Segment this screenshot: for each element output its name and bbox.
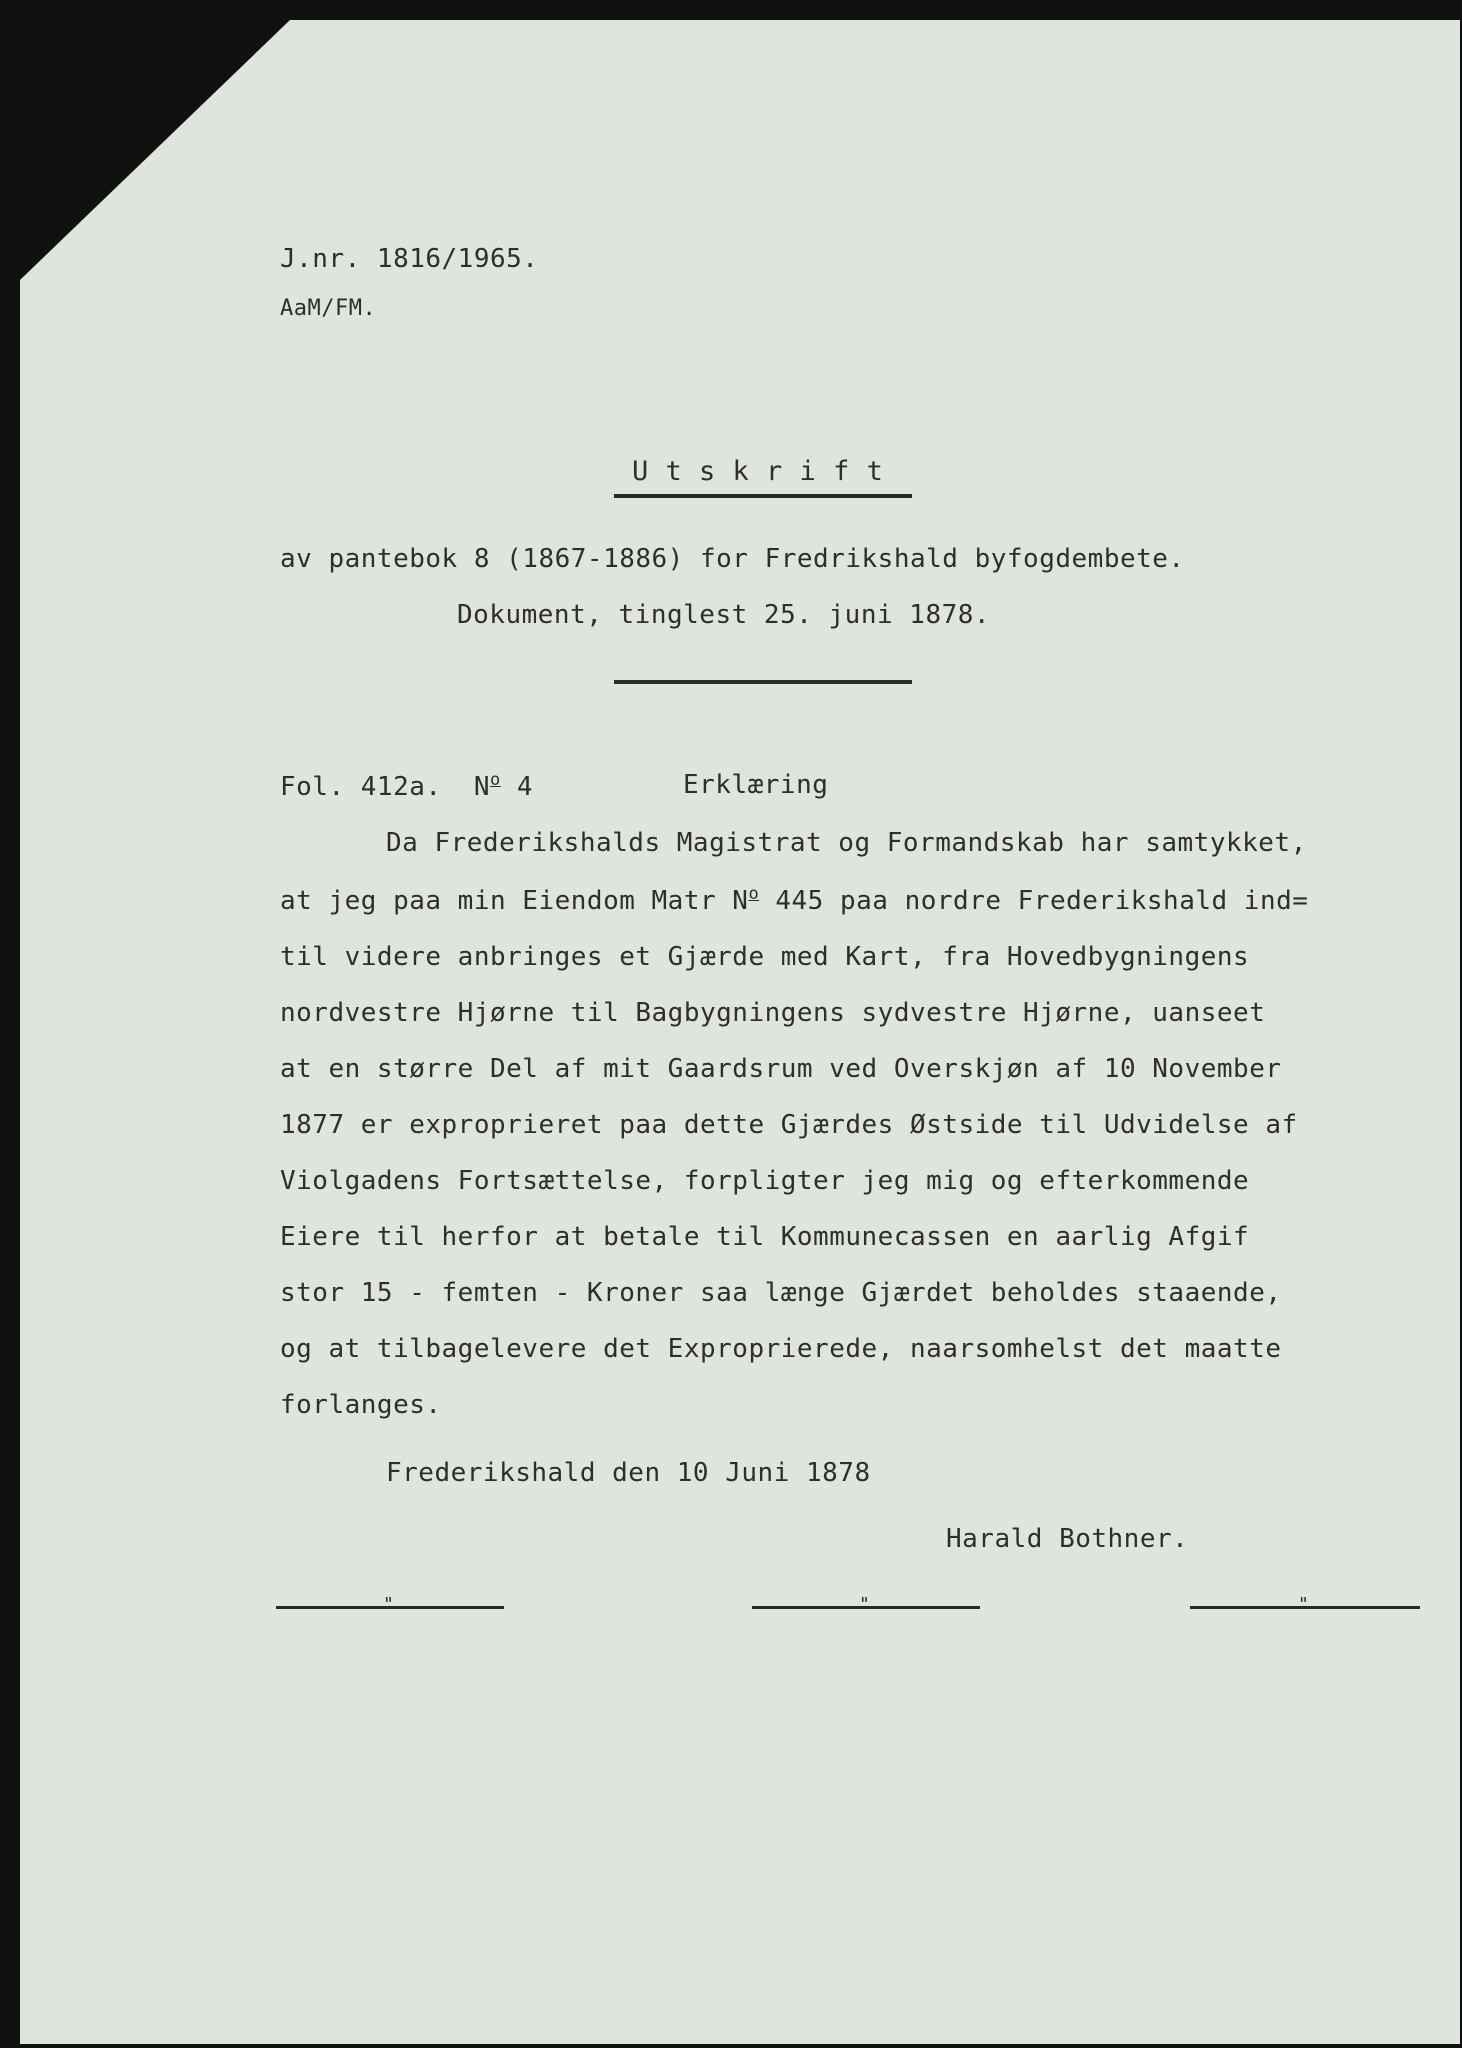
body-line-10: og at tilbagelevere det Exproprierede, naarsomhelst det maatte bbox=[280, 1334, 1282, 1364]
ditto-mark-right: " bbox=[1298, 1594, 1309, 1615]
title-underline bbox=[614, 494, 912, 498]
number-sign-superscript: o bbox=[490, 770, 501, 790]
body-line-7: Violgadens Fortsættelse, forpligter jeg mig og efterkommende bbox=[280, 1166, 1250, 1196]
body-line-9: stor 15 - femten - Kroner saa længe Gjærdet beholdes staaende, bbox=[280, 1278, 1282, 1308]
document-page bbox=[20, 20, 1460, 2044]
ditto-mark-middle: " bbox=[859, 1594, 870, 1615]
body-line-5: at en større Del af mit Gaardsrum ved Overskjøn af 10 November bbox=[280, 1054, 1282, 1084]
document-title: U t s k r i f t bbox=[632, 456, 884, 487]
entry-number: 4 bbox=[516, 772, 534, 802]
matr-number-superscript: o bbox=[748, 884, 760, 904]
place-and-date: Frederikshald den 10 Juni 1878 bbox=[386, 1458, 871, 1488]
ditto-mark-left: " bbox=[383, 1594, 394, 1615]
body-line-6: 1877 er exproprieret paa dette Gjærdes Østside til Udvidelse af bbox=[280, 1110, 1298, 1140]
body-line-4: nordvestre Hjørne til Bagbygningens sydvestre Hjørne, uanseet bbox=[280, 998, 1266, 1028]
number-sign: N bbox=[473, 772, 491, 802]
body-line-2 bbox=[280, 886, 1308, 914]
body-line-8: Eiere til herfor at betale til Kommunecassen en aarlig Afgif bbox=[280, 1222, 1250, 1252]
body-line-3: til videre anbringes et Gjærde med Kart, fra Hovedbygningens bbox=[280, 942, 1250, 972]
subtitle-line-2: Dokument, tinglest 25. juni 1878. bbox=[457, 600, 991, 630]
initials: AaM/FM. bbox=[280, 296, 377, 321]
signature: Harald Bothner. bbox=[946, 1524, 1189, 1554]
body-line-2-end: 445 paa nordre Frederikshald ind= bbox=[759, 886, 1309, 916]
folio-reference bbox=[280, 772, 533, 800]
folio-label: Fol. 412a. bbox=[280, 772, 442, 802]
subtitle-line-1: av pantebok 8 (1867-1886) for Fredrikshald byfogdembete. bbox=[280, 544, 1185, 574]
journal-number: J.nr. 1816/1965. bbox=[280, 244, 539, 274]
body-line-2-start: at jeg paa min Eiendom Matr N bbox=[280, 886, 749, 916]
entry-heading: Erklæring bbox=[683, 770, 829, 800]
body-line-1: Da Frederikshalds Magistrat og Formandskab har samtykket, bbox=[386, 828, 1307, 858]
body-line-11: forlanges. bbox=[280, 1390, 442, 1420]
separator-rule bbox=[614, 680, 912, 684]
